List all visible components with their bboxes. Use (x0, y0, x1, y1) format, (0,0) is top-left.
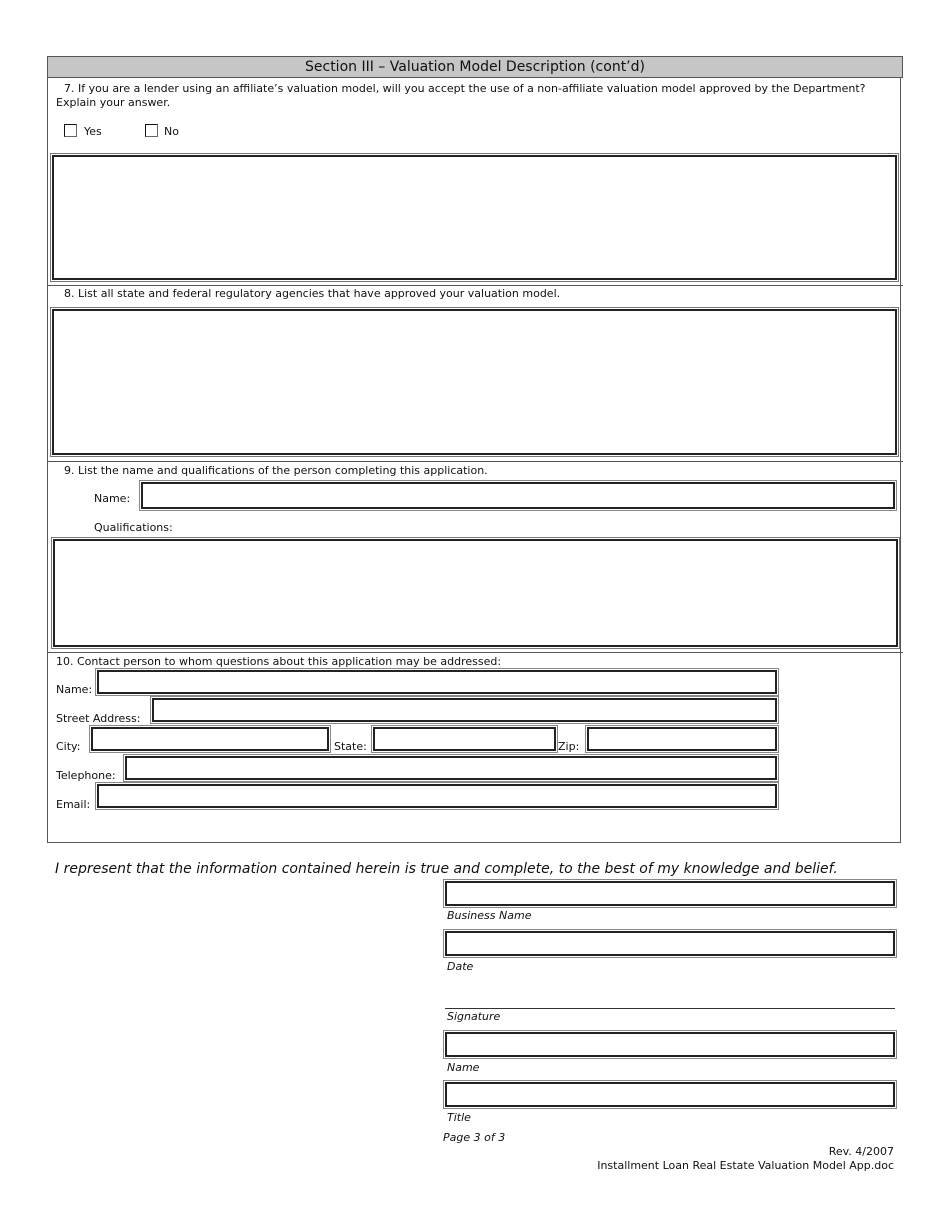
business-name-input[interactable] (445, 881, 895, 906)
signature-label: Signature (447, 1010, 501, 1023)
city-label: City: (56, 740, 81, 753)
page-number: Page 3 of 3 (443, 1131, 506, 1144)
signature-line[interactable] (445, 1008, 895, 1009)
title-input[interactable] (445, 1082, 895, 1107)
zip-label: Zip: (558, 740, 580, 753)
street-address-label: Street Address: (56, 712, 141, 725)
contact-name-input[interactable] (97, 670, 777, 694)
city-input[interactable] (91, 727, 329, 751)
question-7-text: 7. If you are a lender using an affiliate’s valuation model, will you accept the use of a non-affiliate valuation model approved by the Department? (64, 82, 866, 95)
revision-date: Rev. 4/2007 (828, 1145, 894, 1158)
email-label: Email: (56, 798, 91, 811)
signer-name-input[interactable] (445, 1032, 895, 1057)
state-input[interactable] (373, 727, 556, 751)
state-label: State: (334, 740, 367, 753)
contact-name-label: Name: (56, 683, 93, 696)
yes-label: Yes (84, 125, 102, 138)
yes-checkbox[interactable] (64, 124, 77, 137)
zip-input[interactable] (587, 727, 777, 751)
question-7-answer-textarea[interactable] (52, 155, 897, 280)
question-8-answer-textarea[interactable] (52, 309, 897, 455)
document-filename: Installment Loan Real Estate Valuation Model App.doc (597, 1159, 894, 1172)
qualifications-label: Qualifications: (94, 521, 173, 534)
q9-name-input[interactable] (141, 482, 895, 509)
signer-name-label: Name (447, 1061, 480, 1074)
no-checkbox[interactable] (145, 124, 158, 137)
date-input[interactable] (445, 931, 895, 956)
business-name-label: Business Name (447, 909, 532, 922)
qualifications-textarea[interactable] (53, 539, 898, 647)
telephone-input[interactable] (125, 756, 777, 780)
email-input[interactable] (97, 784, 777, 808)
divider (47, 285, 903, 286)
street-address-input[interactable] (152, 698, 777, 722)
question-9-text: 9. List the name and qualifications of the person completing this application. (64, 464, 488, 477)
no-label: No (164, 125, 179, 138)
question-10-text: 10. Contact person to whom questions about this application may be addressed: (56, 655, 502, 668)
date-label: Date (447, 960, 474, 973)
question-7-explain: Explain your answer. (56, 96, 171, 109)
certification-statement: I represent that the information contained herein is true and complete, to the best of my knowledge and belief. (55, 861, 838, 877)
question-8-text: 8. List all state and federal regulatory agencies that have approved your valuation model. (64, 287, 561, 300)
title-label: Title (447, 1111, 471, 1124)
divider (47, 461, 903, 462)
divider (47, 652, 903, 653)
section-title: Section III – Valuation Model Description (cont’d) (47, 56, 903, 78)
q9-name-label: Name: (94, 492, 131, 505)
telephone-label: Telephone: (56, 769, 116, 782)
